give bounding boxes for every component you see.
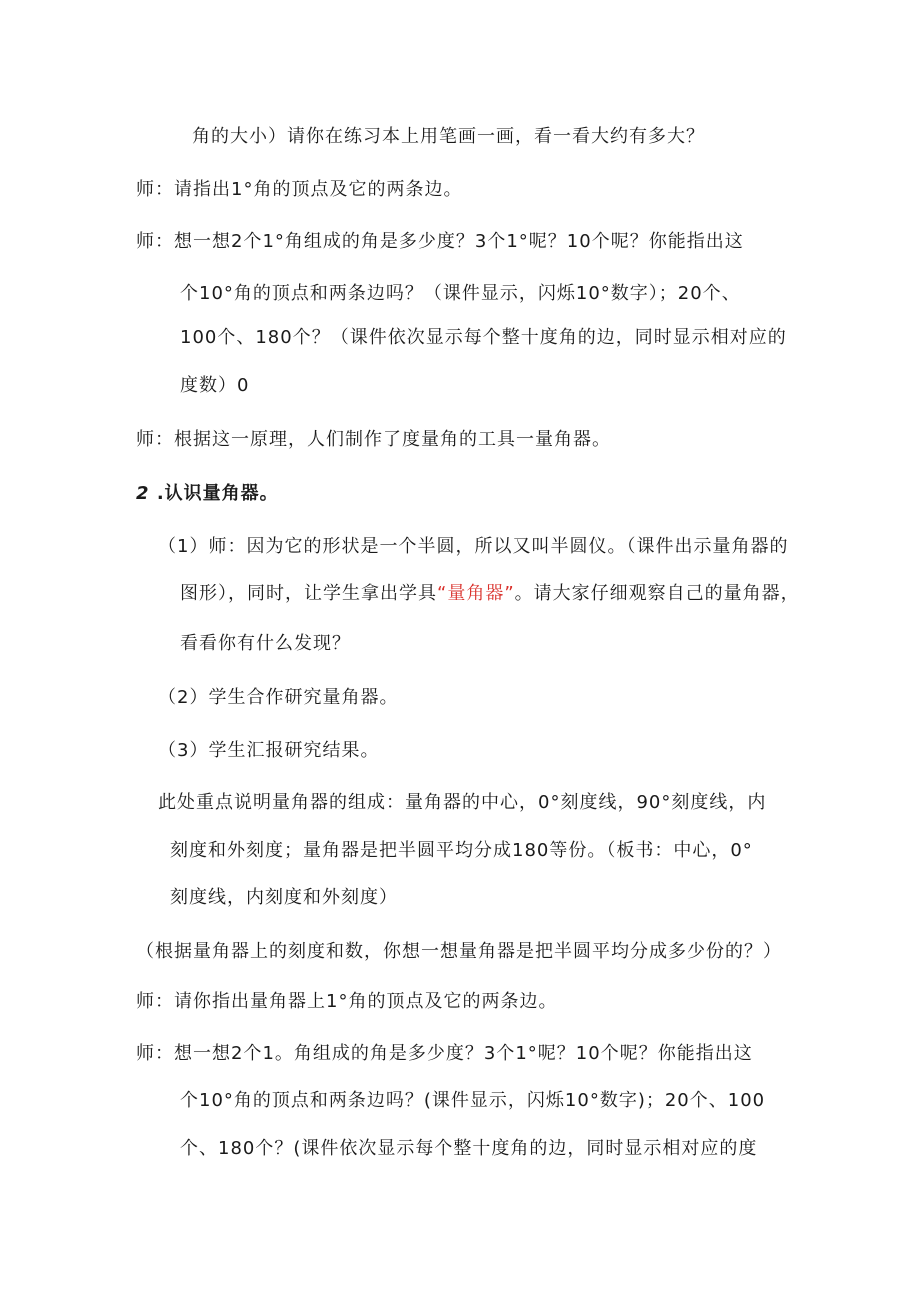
text-before-highlight: 图形），同时，让学生拿出学具 xyxy=(180,583,437,604)
paragraph-line-18: 师：请你指出量角器上1°角的顶点及它的两条边。 xyxy=(136,991,558,1012)
paragraph-line-11: 看看你有什么发现？ xyxy=(180,633,351,654)
paragraph-line-6: 度数）0 xyxy=(180,375,250,396)
paragraph-line-16: 刻度线，内刻度和外刻度） xyxy=(170,887,398,908)
paragraph-line-12: （2）学生合作研究量角器。 xyxy=(158,687,399,708)
paragraph-line-4: 个10°角的顶点和两条边吗？（课件显示，闪烁10°数字）；20个、 xyxy=(180,283,741,304)
paragraph-line-14: 此处重点说明量角器的组成：量角器的中心，0°刻度线，90°刻度线，内 xyxy=(158,792,767,813)
paragraph-line-10 xyxy=(180,581,800,607)
paragraph-line-21: 个、180个？(课件依次显示每个整十度角的边，同时显示相对应的度 xyxy=(180,1138,758,1159)
paragraph-line-9: （1）师：因为它的形状是一个半圆，所以又叫半圆仪。（课件出示量角器的 xyxy=(158,536,789,557)
paragraph-line-7: 师：根据这一原理，人们制作了度量角的工具一量角器。 xyxy=(136,429,611,450)
paragraph-line-5: 100个、180个？（课件依次显示每个整十度角的边，同时显示相对应的 xyxy=(180,327,787,348)
text-after-highlight: 。请大家仔细观察自己的量角器， xyxy=(514,583,800,604)
section-title: .认识量角器。 xyxy=(156,483,279,504)
highlighted-term: “量角器” xyxy=(437,583,515,604)
paragraph-line-19: 师：想一想2个1。角组成的角是多少度？3个1°呢？10个呢？你能指出这 xyxy=(136,1043,753,1064)
paragraph-line-2: 师：请指出1°角的顶点及它的两条边。 xyxy=(136,179,463,200)
section-number: 2 xyxy=(136,483,150,504)
paragraph-line-15: 刻度和外刻度；量角器是把半圆平均分成180等份。（板书：中心，0° xyxy=(170,840,753,861)
paragraph-line-1: 角的大小）请你在练习本上用笔画一画，看一看大约有多大？ xyxy=(192,126,705,147)
section-heading xyxy=(136,481,279,507)
paragraph-line-13: （3）学生汇报研究结果。 xyxy=(158,740,380,761)
paragraph-line-3: 师：想一想2个1°角组成的角是多少度？3个1°呢？10个呢？你能指出这 xyxy=(136,231,744,252)
paragraph-line-20: 个10°角的顶点和两条边吗？(课件显示，闪烁10°数字)；20个、100 xyxy=(180,1090,766,1111)
paragraph-line-17: （根据量角器上的刻度和数，你想一想量角器是把半圆平均分成多少份的？） xyxy=(136,941,782,962)
